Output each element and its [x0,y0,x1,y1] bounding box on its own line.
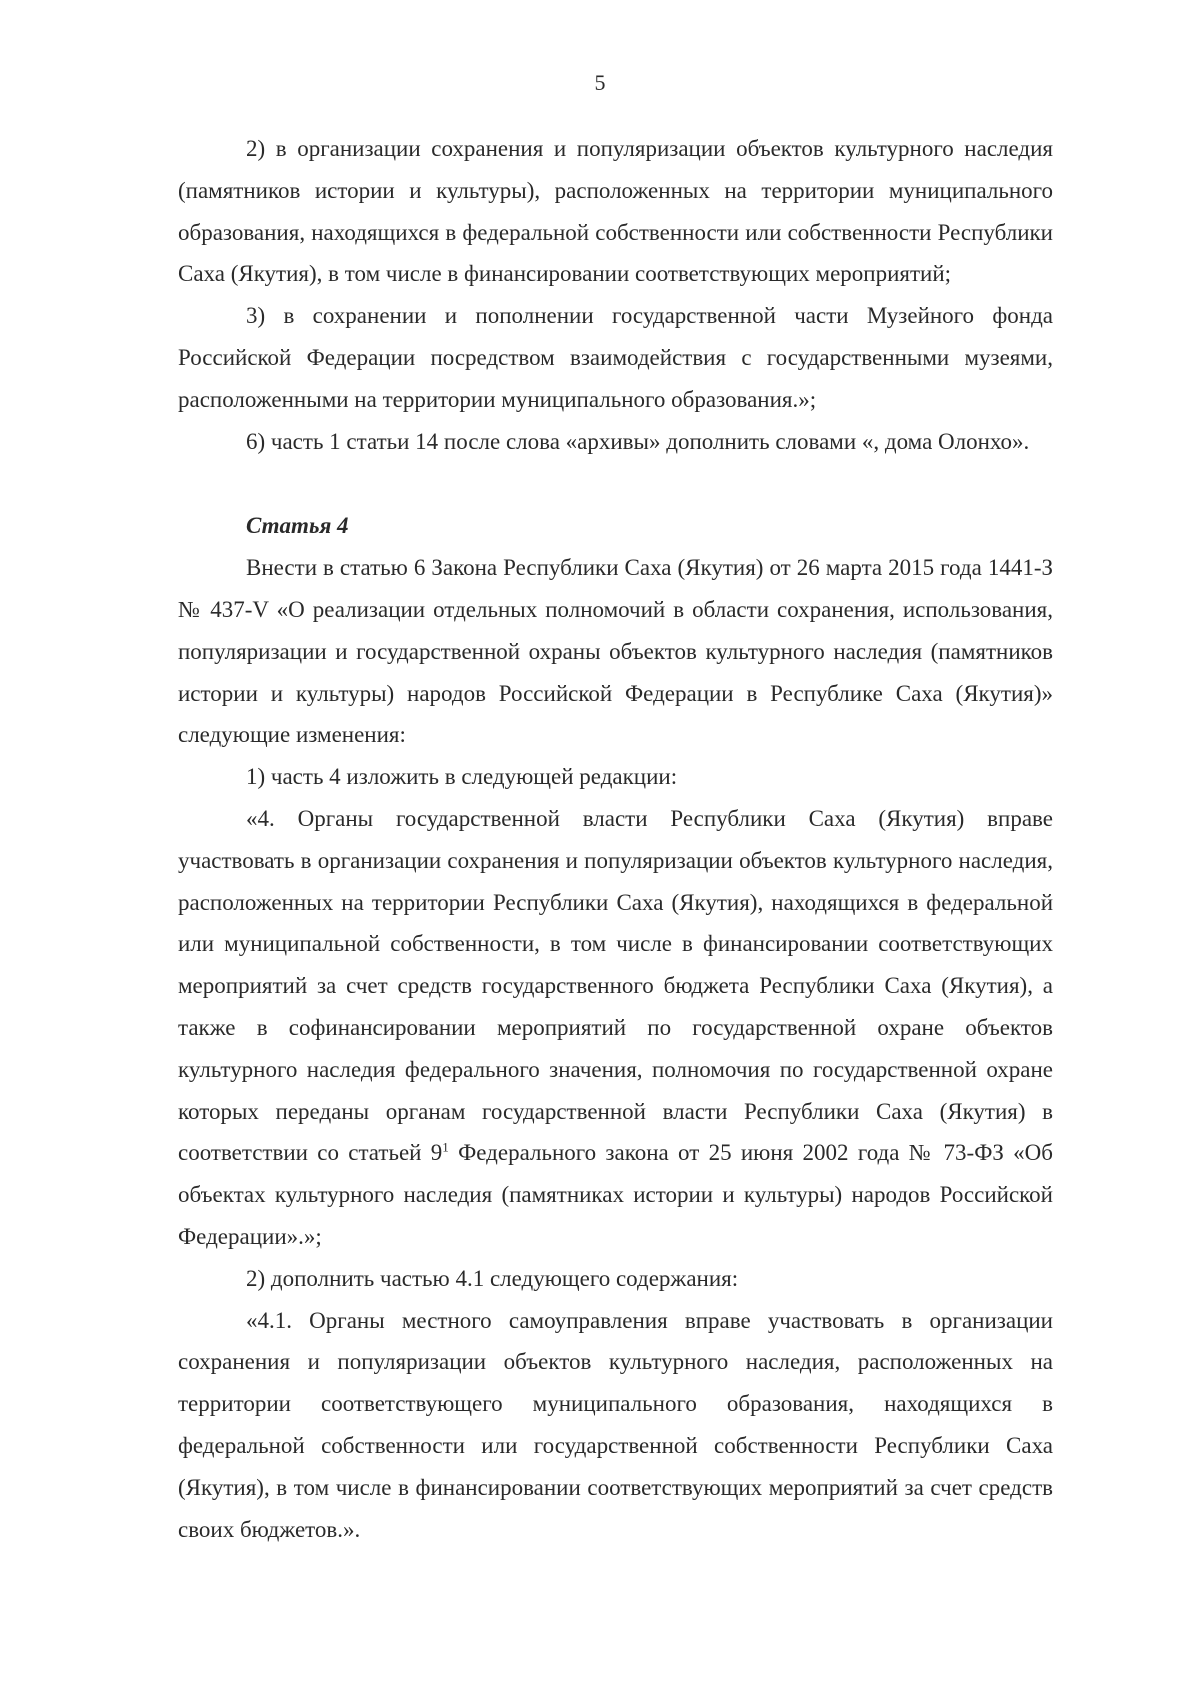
article-intro: Внести в статью 6 Закона Республики Саха (Якутия) от 26 марта 2015 года 1441-З № 437-V «О реализации отдельных полномочий в области сохранения, использования, популяризации и государственной охраны объектов культурного наследия (памятников истории и культуры) народов Российской Федерации в Республике Саха (Якутия)» следующие изменения: [178,555,1053,748]
amendment-item-2-label: 2) дополнить частью 4.1 следующего содержания: [246,1265,739,1291]
amendment-item-2-text: «4.1. Органы местного самоуправления вправе участвовать в организации сохранения и популяризации объектов культурного наследия, расположенных на территории соответствующего муниципального образования, находящихся в федеральной собственности или государственной собственности Республики Саха (Якутия), в том числе в финансировании соответствующих мероприятий за счет средств своих бюджетов.». [178,1307,1053,1542]
amendment-item-1-text [178,798,1053,1258]
amendment-item-1-label: 1) часть 4 изложить в следующей редакции: [246,764,678,790]
paragraph-item-3: 3) в сохранении и пополнении государственной части Музейного фонда Российской Федерации посредством взаимодействия с государственными музеями, расположенными на территории муниципального образования.»; [178,303,1053,412]
page-number: 5 [594,70,606,95]
article-superscript: 1 [442,1139,449,1155]
paragraph-item-2: 2) в организации сохранения и популяризации объектов культурного наследия (памятников истории и культуры), расположенных на территории муниципального образования, находящихся в федеральной собственности или собственности Республики Саха (Якутия), в том числе в финансировании соответствующих мероприятий; [178,136,1053,287]
paragraph-item-6: 6) часть 1 статьи 14 после слова «архивы» дополнить словами «, дома Олонхо». [246,428,1030,454]
article-title: Статья 4 [246,513,349,539]
amendment-item-1-text-part-a: «4. Органы государственной власти Республики Саха (Якутия) вправе участвовать в организации сохранения и популяризации объектов культурного наследия, расположенных на территории Республики Саха (Якутия), находящихся в федеральной или муниципальной собственности, в том числе в финансировании соответствующих мероприятий за счет средств государственного бюджета Республики Саха (Якутия), а также в софинансировании мероприятий по государственной охране объектов культурного наследия федерального значения, полномочия по государственной охране которых переданы органам государственной власти Республики Саха (Якутия) в соответствии со статьей 9 [178,805,1053,1166]
document-body [178,128,1053,1550]
amendment-item-1-text-part-b: Федерального закона от 25 июня 2002 года № 73-ФЗ «Об объектах культурного наследия (памятниках истории и культуры) народов Российской Федерации».»; [178,1140,1053,1249]
